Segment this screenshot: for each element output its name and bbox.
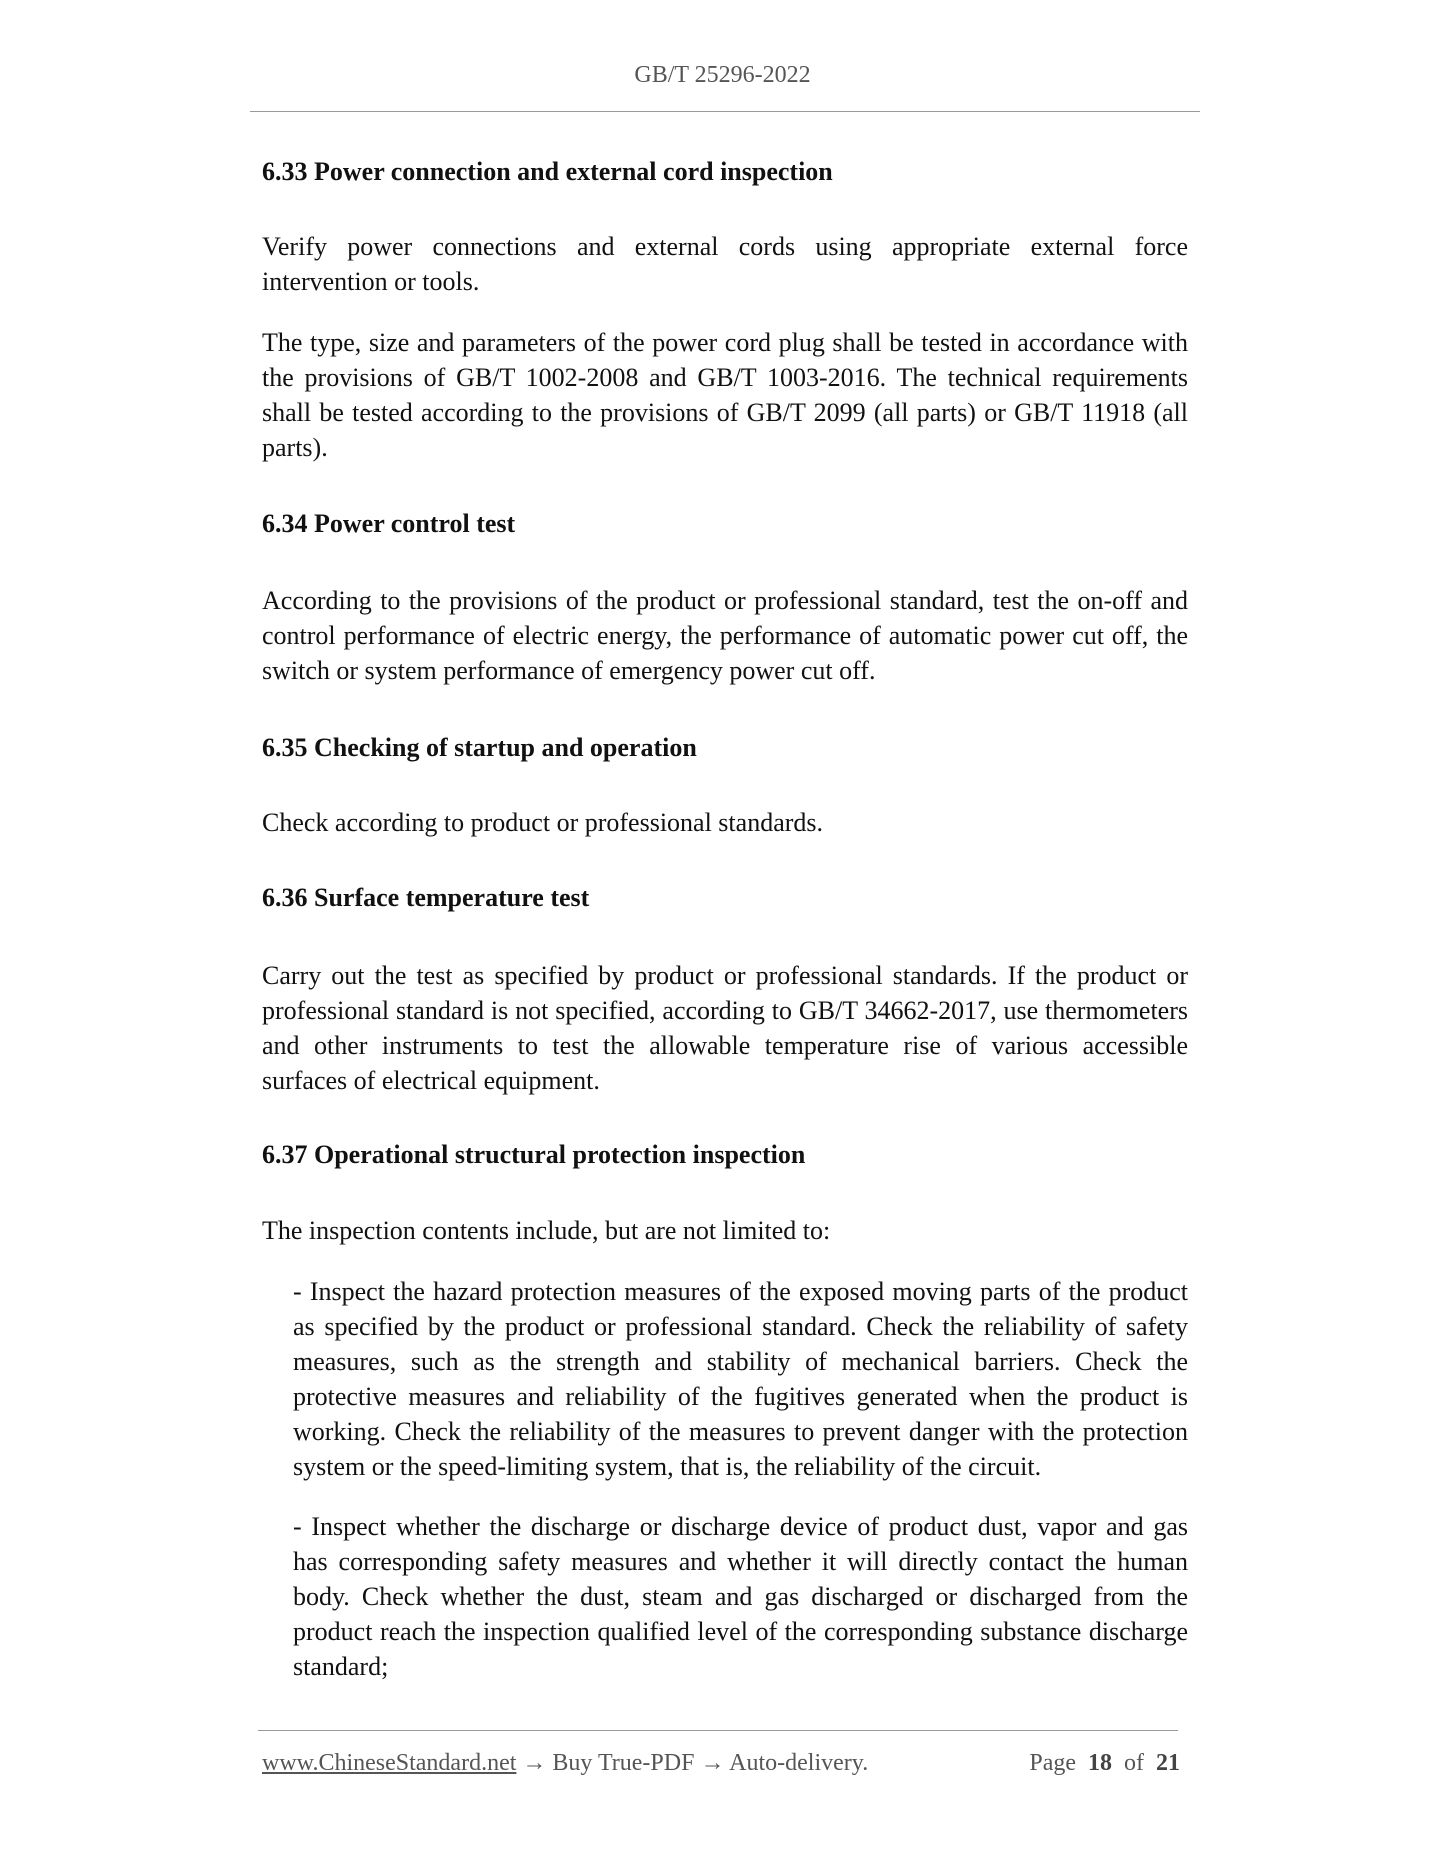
- section-heading-6-33: 6.33 Power connection and external cord inspection: [262, 157, 833, 186]
- page-number: [1029, 1748, 1180, 1778]
- paragraph-6-35-1: Check according to product or professional standards.: [262, 808, 824, 837]
- paragraph-6-36-1: Carry out the test as specified by product or professional standards. If the product or professional standard is not specified, according to GB/T 34662-2017, use thermometers and other instruments to test the allowable temperature rise of various accessible surfaces of electrical equipment.: [262, 961, 1188, 1095]
- section-heading-6-35: 6.35 Checking of startup and operation: [262, 733, 697, 762]
- page-total: 21: [1156, 1750, 1180, 1776]
- section-heading-6-34: 6.34 Power control test: [262, 509, 516, 538]
- section-heading-6-37: 6.37 Operational structural protection inspection: [262, 1140, 806, 1169]
- list-item: - Inspect the hazard protection measures of the exposed moving parts of the product as specified by the product or professional standard. Check the reliability of safety measures, such as the strength and stability of mechanical barriers. Check the protective measures and reliability of the fugitives generated when the product is working. Check the reliability of the measures to prevent danger with the protection system or the speed-limiting system, that is, the reliability of the circuit.: [293, 1277, 1188, 1481]
- footer-promo: [262, 1748, 868, 1778]
- footer-divider: [258, 1730, 1178, 1731]
- page-current: 18: [1088, 1750, 1112, 1776]
- buy-true-pdf-text: Buy True-PDF: [552, 1750, 695, 1776]
- paragraph-6-33-1: Verify power connections and external cords using appropriate external force intervention or tools.: [262, 232, 1188, 296]
- arrow-right-icon: →: [700, 1750, 725, 1776]
- page-label: Page: [1029, 1750, 1076, 1776]
- header-divider: [250, 111, 1200, 112]
- auto-delivery-text: Auto-delivery.: [729, 1750, 869, 1776]
- arrow-right-icon: →: [522, 1750, 547, 1776]
- list-item: - Inspect whether the discharge or discharge device of product dust, vapor and gas has corresponding safety measures and whether it will directly contact the human body. Check whether the dust, steam and gas discharged or discharged from the product reach the inspection qualified level of the corresponding substance discharge standard;: [293, 1512, 1188, 1681]
- paragraph-6-34-1: According to the provisions of the product or professional standard, test the on-off and control performance of electric energy, the performance of automatic power cut off, the switch or system performance of emergency power cut off.: [262, 586, 1188, 685]
- page-of-label: of: [1124, 1750, 1144, 1776]
- chinesestandard-link[interactable]: www.ChineseStandard.net: [262, 1750, 517, 1776]
- section-heading-6-36: 6.36 Surface temperature test: [262, 883, 590, 912]
- paragraph-6-37-1: The inspection contents include, but are not limited to:: [262, 1216, 831, 1245]
- document-id-header: GB/T 25296-2022: [634, 62, 811, 88]
- paragraph-6-33-2: The type, size and parameters of the power cord plug shall be tested in accordance with the provisions of GB/T 1002-2008 and GB/T 1003-2016. The technical requirements shall be tested according to the provisions of GB/T 2099 (all parts) or GB/T 11918 (all parts).: [262, 328, 1188, 462]
